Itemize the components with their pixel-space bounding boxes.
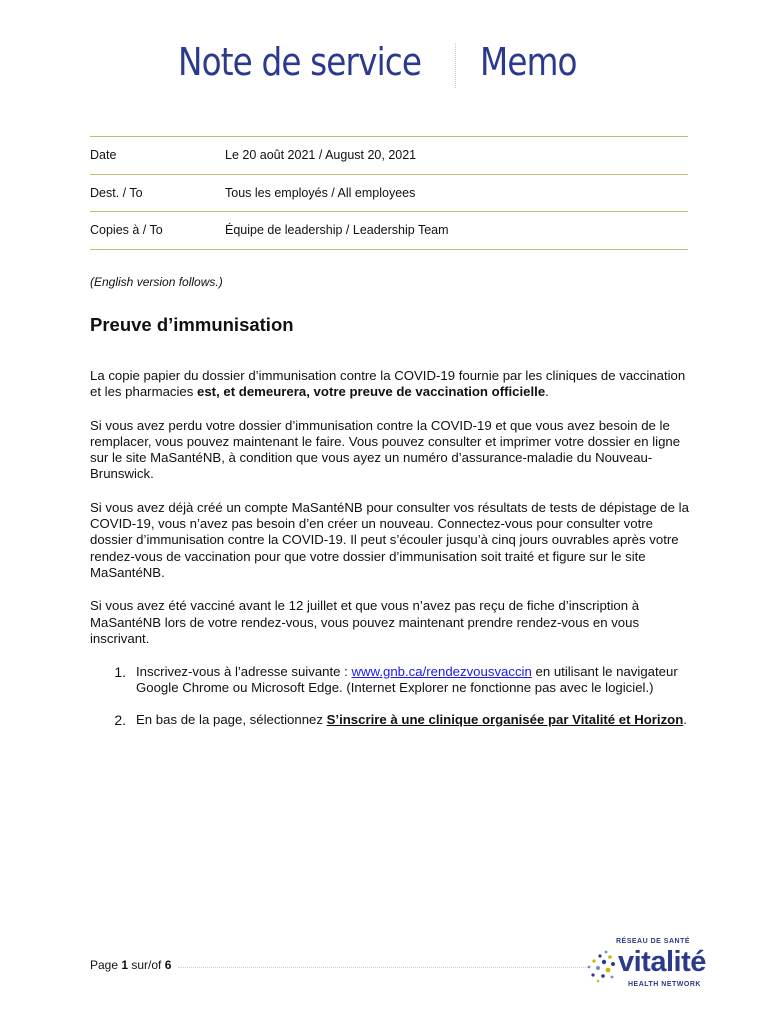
- paragraph-1: [90, 368, 690, 401]
- logo-bottom-text: HEALTH NETWORK: [628, 981, 701, 988]
- logo-top-text: RÉSEAU DE SANTÉ: [616, 938, 691, 945]
- meta-label: Date: [90, 148, 117, 163]
- list-number: 2.: [114, 711, 126, 728]
- memo-meta-table: [90, 136, 688, 250]
- memo-header: [0, 38, 770, 94]
- section-heading: Preuve d’immunisation: [90, 314, 294, 335]
- title-divider: [455, 43, 456, 88]
- list-text-part: Inscrivez-vous à l’adresse suivante :: [136, 664, 352, 680]
- paragraph-bold-text: est, et demeurera, votre preuve de vaccination officielle: [197, 384, 546, 400]
- paragraph-4: Si vous avez été vacciné avant le 12 juillet et que vous n’avez pas reçu de fiche d’inscription à MaSantéNB lors de votre rendez-vous, vous pouvez maintenant prendre rendez-vous en vous inscrivant.: [90, 598, 640, 646]
- logo-wordmark: vitalité: [618, 946, 706, 978]
- meta-label: Dest. / To: [90, 185, 143, 200]
- list-text-part: en utilisant le navigateur Google Chrome ou Microsoft Edge. (Internet Explorer ne fonctionne pas avec le logiciel.): [136, 664, 678, 696]
- registration-link[interactable]: www.gnb.ca/rendezvousvaccin: [351, 664, 532, 680]
- list-text: [136, 712, 690, 728]
- list-item: [90, 712, 690, 728]
- list-text: [136, 664, 690, 697]
- page-separator: sur/of: [128, 958, 165, 972]
- list-text-part: En bas de la page, sélectionnez: [136, 711, 327, 727]
- meta-value: Le 20 août 2021 / August 20, 2021: [225, 148, 417, 163]
- meta-rule: [90, 249, 688, 250]
- paragraph-text: .: [545, 384, 549, 400]
- paragraph-2: Si vous avez perdu votre dossier d’immunisation contre la COVID-19 et que vous avez besoin de le remplacer, vous pouvez maintenant le faire. Vous pouvez consulter et imprimer votre dossier en ligne sur le site MaSantéNB, à condition que vous ayez un numéro d’assurance-maladie du Nouveau-Brunswick.: [90, 417, 681, 482]
- page-current: 1: [121, 958, 129, 972]
- page-total: 6: [164, 958, 172, 972]
- meta-row-copies: [90, 212, 688, 249]
- list-number: 1.: [114, 664, 126, 681]
- vitalite-logo: [584, 938, 724, 998]
- paragraph-text: La copie papier du dossier d’immunisation contre la COVID-19 fournie par les cliniques de vaccination et les pharmacies: [90, 368, 686, 400]
- logo-dots-icon: [584, 948, 620, 984]
- meta-label: Copies à / To: [90, 223, 163, 238]
- memo-body: [90, 368, 690, 743]
- page-label: Page: [90, 958, 122, 972]
- meta-row-date: [90, 137, 688, 174]
- footer-dotted-line: [178, 967, 588, 968]
- meta-row-to: [90, 175, 688, 212]
- paragraph-3: Si vous avez déjà créé un compte MaSantéNB pour consulter vos résultats de tests de dépistage de la COVID-19, vous n’avez pas besoin d’en créer un nouveau. Connectez-vous pour consulter votre dossier d’immunisation contre la COVID-19. Il peut s’écouler jusqu’à cinq jours ouvrables après votre rendez-vous de vaccination pour que votre dossier d’immunisation soit traité et figure sur le site MaSantéNB.: [90, 499, 689, 580]
- meta-value: Tous les employés / All employees: [225, 185, 416, 200]
- clinic-registration-option: S’inscrire à une clinique organisée par Vitalité et Horizon: [326, 711, 684, 727]
- title-english: Memo: [480, 40, 577, 84]
- meta-value: Équipe de leadership / Leadership Team: [225, 223, 449, 238]
- list-text-part: .: [683, 711, 687, 727]
- title-french: Note de service: [178, 40, 422, 84]
- instruction-list: [90, 664, 690, 728]
- list-item: [90, 664, 690, 697]
- page-number: [90, 958, 171, 972]
- language-note: (English version follows.): [90, 275, 223, 289]
